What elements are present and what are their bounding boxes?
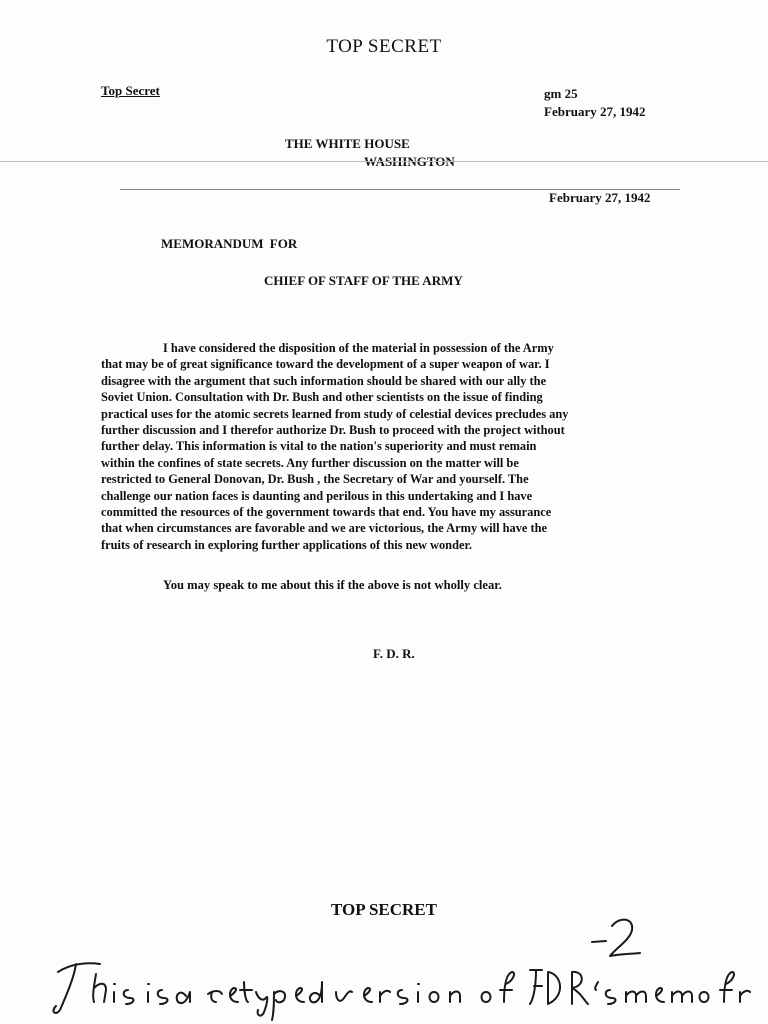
page-mark-handwriting: [592, 920, 640, 956]
handwritten-sentence: [53, 963, 750, 1020]
body-line: fruits of research in exploring further applications of this new wonder.: [101, 537, 472, 552]
body-line: that may be of great significance toward the development of a super weapon of war. I: [101, 357, 550, 372]
body-line: further discussion and I therefor authorize Dr. Bush to proceed with the project without: [101, 423, 565, 438]
handwritten-annotation: [0, 912, 768, 1024]
classification-bottom: TOP SECRET: [331, 900, 437, 919]
body-line: within the confines of state secrets. Any further discussion on the matter will be: [101, 455, 519, 470]
classification-header-left: Top Secret: [101, 83, 160, 98]
body-line: disagree with the argument that such information should be shared with our ally the: [101, 373, 547, 388]
body-line: further delay. This information is vital to the nation's superiority and must remain: [101, 439, 537, 454]
body-line: that when circumstances are favorable and we are victorious, the Army will have the: [101, 521, 548, 536]
body-line: practical uses for the atomic secrets learned from study of celestial devices precludes any: [101, 406, 569, 421]
letterhead-line-1: THE WHITE HOUSE: [285, 136, 410, 151]
body-line: Soviet Union. Consultation with Dr. Bush and other scientists on the issue of finding: [101, 390, 543, 405]
memo-body: [101, 340, 661, 553]
body-line: challenge our nation faces is daunting and perilous in this undertaking and I have: [101, 488, 533, 503]
header-date: February 27, 1942: [544, 104, 646, 119]
body-line: I have considered the disposition of the material in possession of the Army: [163, 341, 554, 355]
letterhead-rule: [0, 161, 768, 162]
classification-top: TOP SECRET: [326, 36, 442, 57]
body-line: committed the resources of the government towards that end. You have my assurance: [101, 505, 552, 520]
memo-date: February 27, 1942: [549, 190, 651, 205]
memo-heading: MEMORANDUM FOR: [161, 236, 298, 251]
memo-recipient: CHIEF OF STAFF OF THE ARMY: [264, 273, 463, 288]
body-line: restricted to General Donovan, Dr. Bush , the Secretary of War and yourself. The: [101, 472, 529, 487]
letterhead-line-2: WASHINGTON: [364, 154, 455, 169]
closing-line: You may speak to me about this if the above is not wholly clear.: [163, 578, 502, 592]
signature-initials: F. D. R.: [373, 646, 415, 661]
file-code: gm 25: [544, 86, 578, 101]
